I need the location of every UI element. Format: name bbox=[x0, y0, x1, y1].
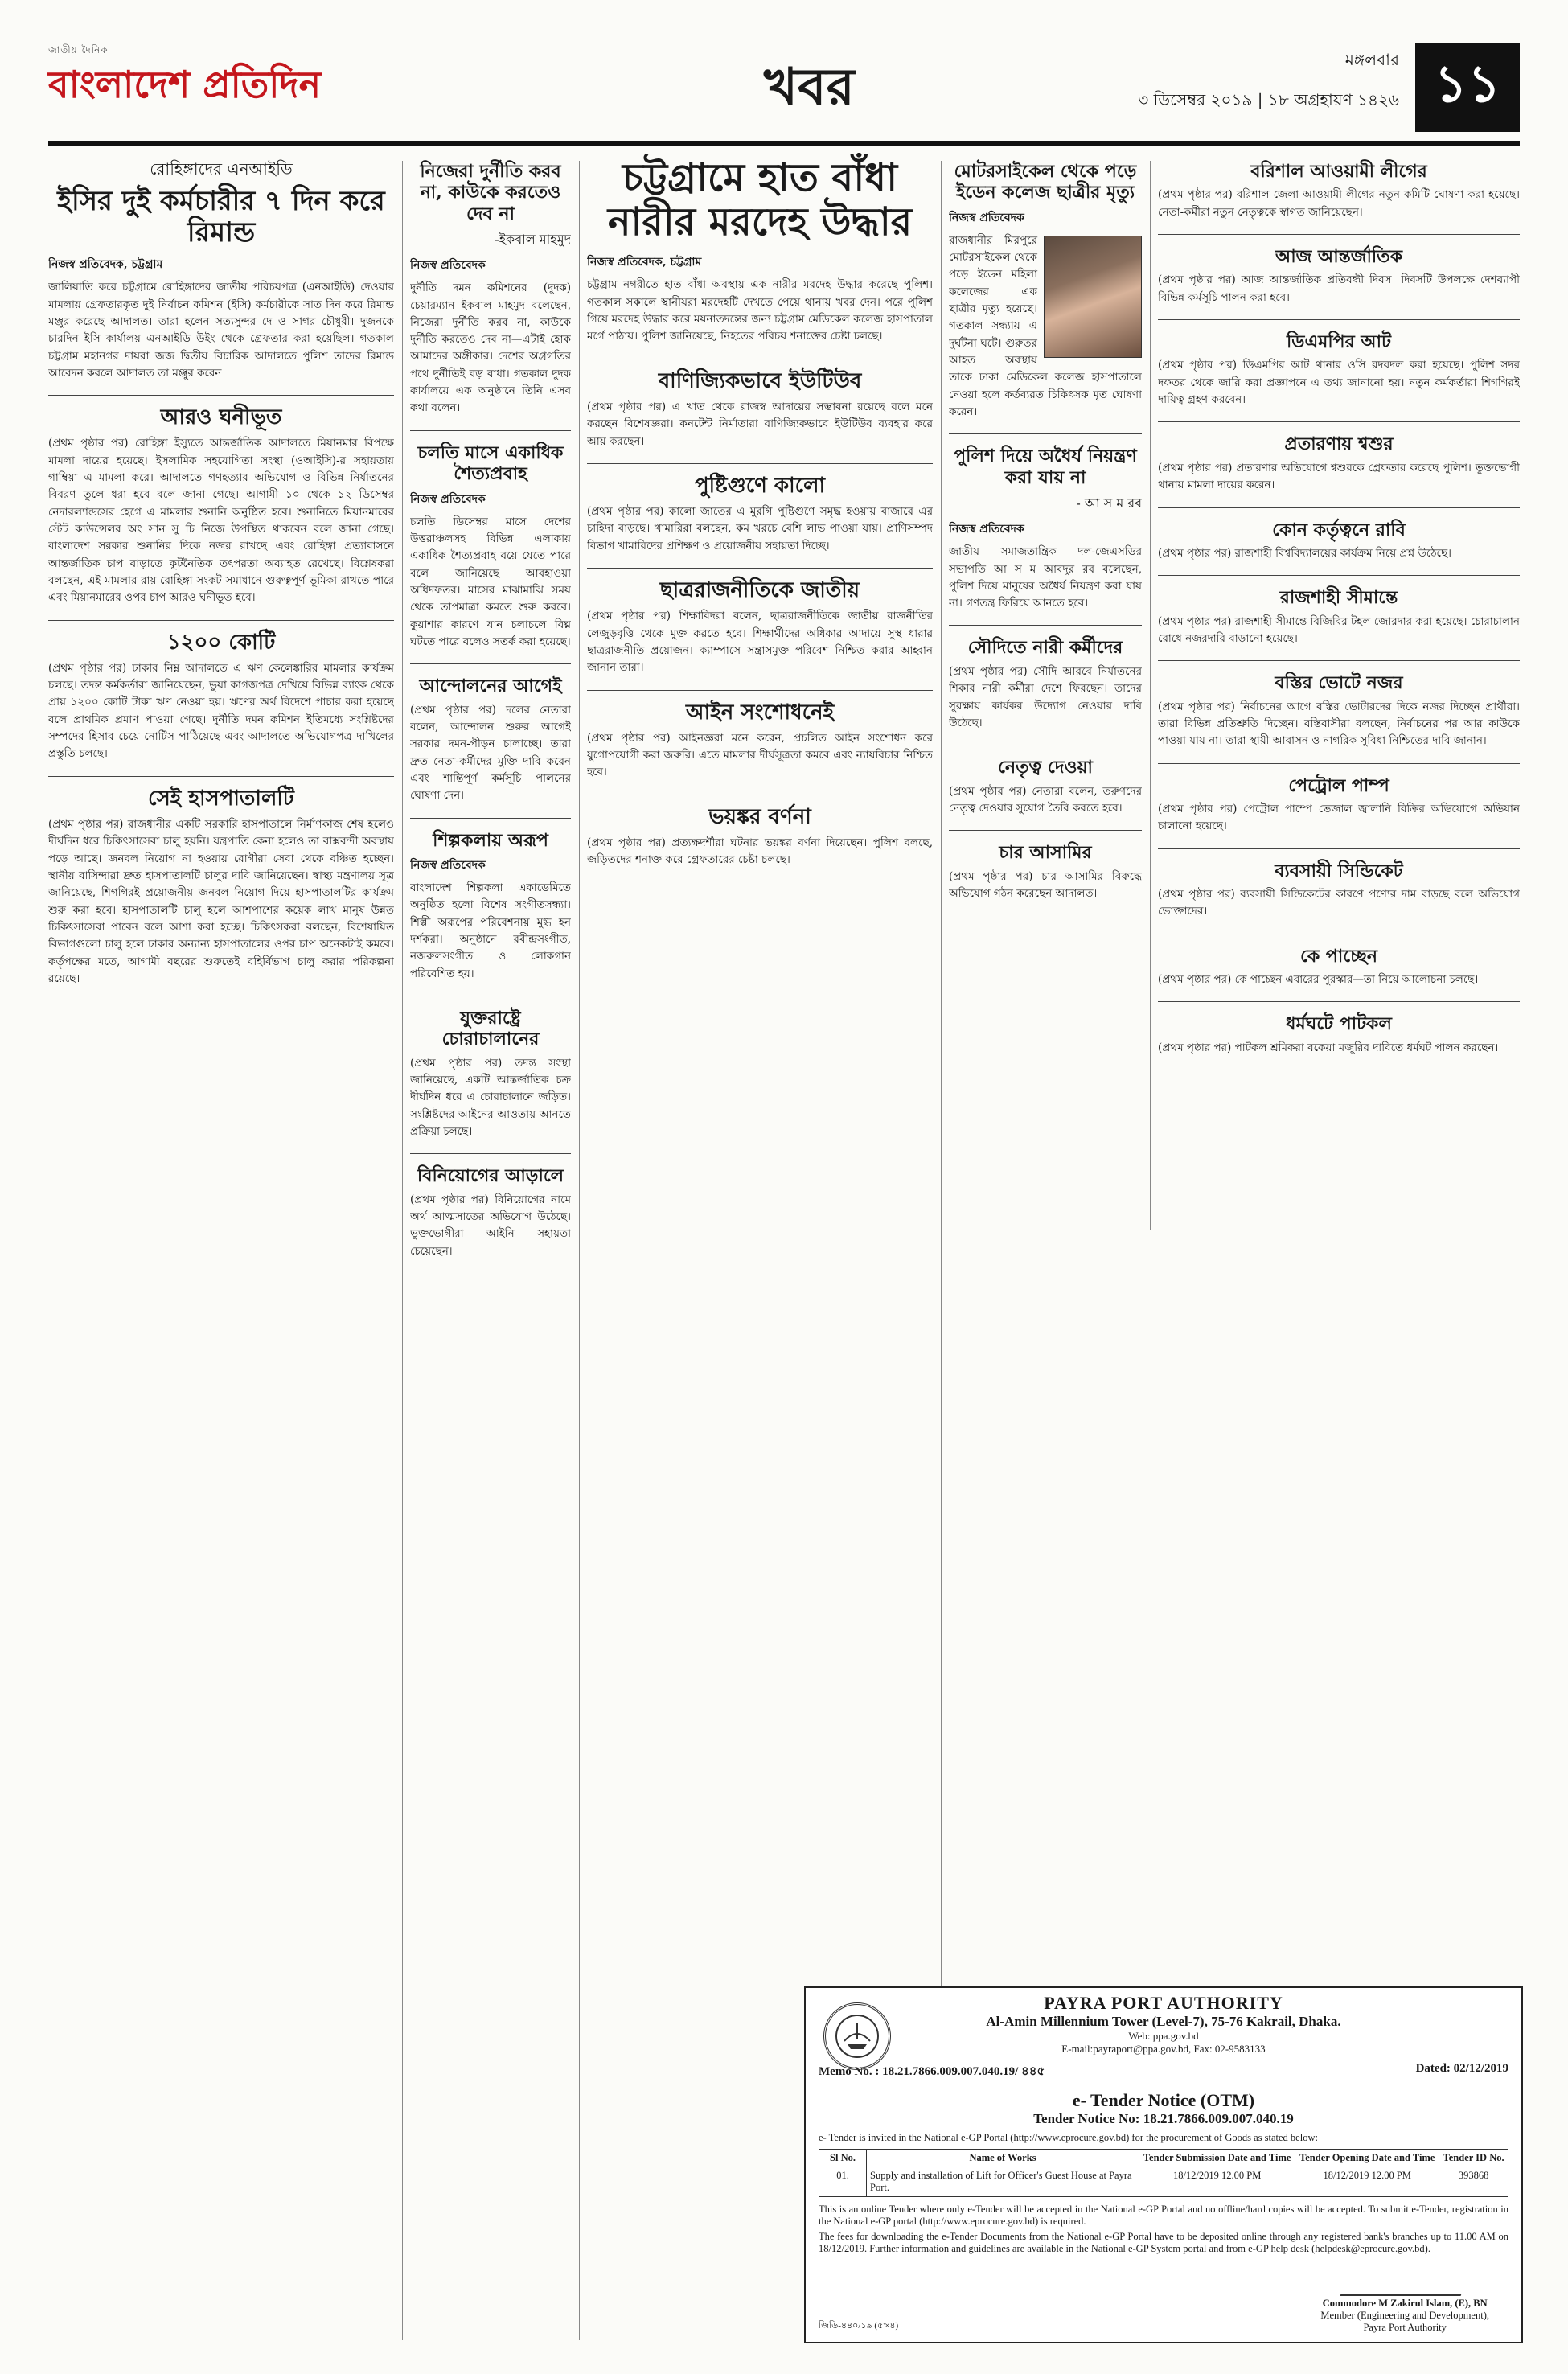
table-cell: 393868 bbox=[1439, 2167, 1508, 2197]
story-international-day[interactable] bbox=[1158, 234, 1520, 306]
story-byline: নিজস্ব প্রতিবেদক bbox=[410, 259, 486, 273]
story-byline: নিজস্ব প্রতিবেদক bbox=[949, 211, 1024, 224]
story-body: (প্রথম পৃষ্ঠার পর) তদন্ত সংস্থা জানিয়েছে, একটি আন্তর্জাতিক চক্র দীর্ঘদিন ধরে এ চোরাচালানে জড়িত। সংশ্লিষ্টদের আইনের আওতায় আনতে প্রক্রিয়া চলছে। bbox=[410, 1056, 571, 1139]
column-header: Tender Submission Date and Time bbox=[1139, 2150, 1295, 2167]
story-headline: আইন সংশোধনেই bbox=[685, 700, 835, 725]
story-syndicate[interactable] bbox=[1158, 848, 1520, 921]
story-byline: নিজস্ব প্রতিবেদক bbox=[949, 523, 1024, 536]
tender-note: The fees for downloading the e-Tender Documents from the National e-GP Portal have to be deposited online through any registered bank's branches up to 11.00 AM on 18/12/2019. Further information and guidelines are available in the National e-GP System portal and from e-GP help desk (helpdesk@eprocure.gov.bd). bbox=[819, 2231, 1508, 2254]
story-headline: সৌদিতে নারী কর্মীদের bbox=[967, 637, 1123, 659]
story-attribution: - আ স ম রব bbox=[1076, 495, 1142, 511]
tender-title: e- Tender Notice (OTM) bbox=[1072, 2090, 1255, 2110]
story-dmp-eight[interactable] bbox=[1158, 319, 1520, 409]
story-body: রাজধানীর মিরপুরে মোটরসাইকেল থেকে পড়ে ইডেন মহিলা কলেজের এক ছাত্রীর মৃত্যু হয়েছে। গতকাল সন্ধ্যায় এ দুর্ঘটনা ঘটে। গুরুতর আহত অবস্থায় তাকে ঢাকা মেডিকেল কলেজ হাসপাতালে নেওয়া হলে কর্তব্যরত চিকিৎসক মৃত ঘোষণা করেন। bbox=[949, 233, 1142, 419]
story-headline: ভয়ঙ্কর বর্ণনা bbox=[708, 804, 811, 829]
tender-note: This is an online Tender where only e-Tender will be accepted in the National e-GP Portal and no offline/hard copies will be accepted. To submit e-Tender, registration in the National e-GP portal (http://www.eprocure.gov.bd) is required. bbox=[819, 2204, 1508, 2227]
story-student-politics[interactable] bbox=[587, 568, 933, 677]
tender-memo: Memo No. : 18.21.7866.009.007.040.19/ ৪৪৫ bbox=[819, 2065, 1045, 2078]
story-headline: ছাত্ররাজনীতিকে জাতীয় bbox=[659, 578, 860, 603]
lead-headline: চট্টগ্রামে হাত বাঁধা নারীর মরদেহ উদ্ধার bbox=[607, 155, 913, 245]
story-attribution: -ইকবাল মাহমুদ bbox=[495, 232, 571, 248]
section-title: খবর bbox=[764, 57, 855, 117]
story-youtube[interactable] bbox=[587, 359, 933, 450]
story-body: (প্রথম পৃষ্ঠার পর) এ খাত থেকে রাজস্ব আদায়ের সম্ভাবনা রয়েছে বলে মনে করছেন বিশেষজ্ঞরা। কনটেন্ট নির্মাতারা বাণিজ্যিকভাবে ইউটিউব ব্যবহার করে আয় করছেন। bbox=[587, 400, 933, 448]
story-body: (প্রথম পৃষ্ঠার পর) চার আসামির বিরুদ্ধে অভিযোগ গঠন করেছেন আদালত। bbox=[949, 869, 1142, 900]
story-body: (প্রথম পৃষ্ঠার পর) দলের নেতারা বলেন, আন্দোলন শুরুর আগেই সরকার দমন-পীড়ন চালাচ্ছে। তারা দ্রুত নেতা-কর্মীদের মুক্তি দাবি করেন এবং শান্তিপূর্ণ কর্মসূচি পালনের ঘোষণা দেন। bbox=[410, 703, 571, 803]
story-who-gets[interactable] bbox=[1158, 934, 1520, 989]
story-body: (প্রথম পৃষ্ঠার পর) ব্যবসায়ী সিন্ডিকেটের কারণে পণ্যের দাম বাড়ছে বলে অভিযোগ ভোক্তাদের। bbox=[1158, 888, 1520, 918]
story-headline: আন্দোলনের আগেই bbox=[419, 676, 562, 697]
story-body: (প্রথম পৃষ্ঠার পর) কালো জাতের এ মুরগি পুষ্টিগুণে সমৃদ্ধ হওয়ায় বাজারে এর চাহিদা বাড়ছে। খামারিরা বলছেন, কম খরচে বেশি লাভ পাওয়া যায়। প্রাণিসম্পদ বিভাগ খামারিদের প্রশিক্ষণ ও প্রয়োজনীয় সহায়তা দিচ্ছে। bbox=[587, 505, 933, 552]
story-headline: সেই হাসপাতালটি bbox=[148, 786, 294, 811]
story-headline: ব্যবসায়ী সিন্ডিকেট bbox=[1275, 860, 1403, 881]
tender-email: E-mail:payraport@ppa.gov.bd, Fax: 02-9583133 bbox=[1061, 2043, 1266, 2055]
story-before-movement[interactable] bbox=[410, 663, 571, 804]
story-slum-votes[interactable] bbox=[1158, 660, 1520, 750]
story-headline: ডিএমপির আট bbox=[1286, 331, 1392, 353]
tender-memo-row bbox=[806, 2056, 1521, 2082]
student-photo bbox=[1044, 236, 1142, 358]
story-headline: মোটরসাইকেল থেকে পড়ে ইডেন কলেজ ছাত্রীর মৃত্যু bbox=[954, 161, 1137, 203]
masthead bbox=[48, 32, 1520, 153]
story-body: চট্টগ্রাম নগরীতে হাত বাঁধা অবস্থায় এক নারীর মরদেহ উদ্ধার করেছে পুলিশ। গতকাল সকালে স্থানীয়রা মরদেহটি দেখতে পেয়ে থানায় খবর দেন। পরে পুলিশ গিয়ে মরদেহ উদ্ধার করে ময়নাতদন্তের জন্য চট্টগ্রাম মেডিকেল কলেজ হাসপাতাল মর্গে পাঠায়। পুলিশ জানিয়েছে, নিহতের পরিচয় শনাক্তের চেষ্টা চলছে। bbox=[587, 278, 933, 343]
column-2 bbox=[410, 153, 571, 2340]
signer-org: Payra Port Authority bbox=[1363, 2322, 1447, 2333]
story-headline: চলতি মাসে একাধিক শৈত্যপ্রবাহ bbox=[417, 442, 564, 485]
tender-table bbox=[819, 2149, 1508, 2197]
column-header: Name of Works bbox=[867, 2150, 1139, 2167]
story-headline: রাজশাহী সীমান্তে bbox=[1279, 587, 1398, 609]
story-cold-wave[interactable] bbox=[410, 430, 571, 651]
story-body: (প্রথম পৃষ্ঠার পর) আইনজ্ঞরা মনে করেন, প্রচলিত আইন সংশোধন করে যুগোপযোগী করা জরুরি। এতে মামলার দীর্ঘসূত্রতা কমবে এবং ন্যায়বিচার নিশ্চিত হবে। bbox=[587, 731, 933, 779]
story-headline: কে পাচ্ছেন bbox=[1299, 945, 1378, 967]
tender-intro: e- Tender is invited in the National e-GP Portal (http://www.eprocure.gov.bd) for the procurement of Goods as stated below: bbox=[819, 2132, 1318, 2143]
story-headline: পেট্রোল পাম্প bbox=[1288, 774, 1389, 796]
story-barishal-al[interactable] bbox=[1158, 161, 1520, 221]
story-headline: যুক্তরাষ্ট্রে চোরাচালানের bbox=[441, 1007, 540, 1050]
column-header: Tender ID No. bbox=[1439, 2150, 1508, 2167]
masthead-rule bbox=[48, 141, 1520, 146]
story-byline: নিজস্ব প্রতিবেদক bbox=[410, 858, 486, 872]
story-1200-crore[interactable] bbox=[48, 620, 394, 763]
tender-header bbox=[806, 1988, 1521, 2056]
tender-ref: জিডি-৪৪০/১৯ (৫'×৪) bbox=[819, 2321, 899, 2331]
story-headline: চার আসামির bbox=[999, 842, 1092, 864]
column-5 bbox=[1158, 153, 1520, 1222]
story-petrol-pump[interactable] bbox=[1158, 763, 1520, 836]
signer-name: Commodore M Zakirul Islam, (E), BN bbox=[1322, 2298, 1488, 2309]
column-divider bbox=[579, 161, 580, 2340]
story-rabi[interactable] bbox=[1158, 507, 1520, 563]
story-headline: ১২০০ কোটি bbox=[166, 630, 276, 655]
story-body: (প্রথম পৃষ্ঠার পর) ঢাকার নিম্ন আদালতে এ ঋণ কেলেঙ্কারির মামলার কার্যক্রম চলছে। তদন্ত কর্মকর্তারা জানিয়েছেন, ভুয়া কাগজপত্র দেখিয়ে বিভিন্ন ব্যাংক থেকে প্রায় ১২০০ কোটি টাকা ঋণ নেওয়া হয়। ঋণের অর্থ বিদেশে পাচার করা হয়েছে বলে প্রাথমিক প্রমাণ পাওয়া গেছে। দুর্নীতি দমন কমিশন ইতিমধ্যে সংশ্লিষ্টদের সম্পদের হিসাব চেয়ে নোটিস পাঠিয়েছে এবং আদালতে অভিযোগপত্র দাখিলের প্রস্তুতি চলছে। bbox=[48, 661, 394, 761]
story-four-accused[interactable] bbox=[949, 830, 1142, 902]
story-horrific-account[interactable] bbox=[587, 795, 933, 869]
tender-web: Web: ppa.gov.bd bbox=[1128, 2030, 1199, 2042]
column-divider bbox=[1150, 161, 1151, 1230]
story-body: (প্রথম পৃষ্ঠার পর) পেট্রোল পাম্পে ভেজাল জ্বালানি বিক্রির অভিযোগে অভিযান চালানো হয়েছে। bbox=[1158, 803, 1520, 833]
story-saudi-workers[interactable] bbox=[949, 625, 1142, 732]
story-body: (প্রথম পৃষ্ঠার পর) বরিশাল জেলা আওয়ামী লীগের নতুন কমিটি ঘোষণা করা হয়েছে। নেতা-কর্মীরা নতুন নেতৃত্বকে স্বাগত জানিয়েছেন। bbox=[1158, 188, 1520, 219]
logo-name: বাংলাদেশ প্রতিদিন bbox=[48, 63, 322, 106]
story-body: (প্রথম পৃষ্ঠার পর) রোহিঙ্গা ইস্যুতে আন্তর্জাতিক আদালতে মিয়ানমার বিপক্ষে মামলা দায়ের হয়েছে। ইসলামিক সহযোগিতা সংস্থা (ওআইসি)-র সহায়তায় গাম্বিয়া এ মামলা করে। আদালতে গণহত্যার অভিযোগ ও বিভিন্ন নির্যাতনের বিবরণ তুলে ধরা হবে বলে জানা গেছে। আগামী ১০ থেকে ১২ ডিসেম্বর নেদারল্যান্ডসের হেগে এ মামলার শুনানি অনুষ্ঠিত হবে। শুনানিতে মিয়ানমারের স্টেট কাউন্সেলর অং সান সু চি নিজে উপস্থিত থাকবেন বলে জানা গেছে। বাংলাদেশ সরকার শুনানির দিকে নজর রাখছে এবং রোহিঙ্গা প্রত্যাবাসনে আন্তর্জাতিক চাপ বাড়াতে কূটনৈতিক তৎপরতা অব্যাহত রেখেছে। বিশ্লেষকরা বলছেন, এই মামলার রায় রোহিঙ্গা সংকট সমাধানে গুরুত্বপূর্ণ ভূমিকা রাখতে পারে এবং মিয়ানমারের ওপর চাপ আরও ঘনীভূত হবে। bbox=[48, 437, 394, 605]
signer-title: Member (Engineering and Development), bbox=[1320, 2310, 1489, 2321]
story-byline: নিজস্ব প্রতিবেদক, চট্টগ্রাম bbox=[48, 258, 163, 272]
column-4 bbox=[949, 153, 1142, 1222]
story-headline: বস্তির ভোটে নজর bbox=[1275, 672, 1403, 694]
story-law-amendment[interactable] bbox=[587, 690, 933, 782]
story-body: (প্রথম পৃষ্ঠার পর) বিনিয়োগের নামে অর্থ আত্মসাতের অভিযোগ উঠেছে। ভুক্তভোগীরা আইনি সহায়তা চেয়েছেন। bbox=[410, 1193, 571, 1258]
story-body: (প্রথম পৃষ্ঠার পর) শিক্ষাবিদরা বলেন, ছাত্ররাজনীতিকে জাতীয় রাজনীতির লেজুড়বৃত্তি থেকে মুক্ত করতে হবে। শিক্ষার্থীদের অধিকার আদায়ে সুস্থ ধারার ছাত্ররাজনীতি প্রয়োজন। ক্যাম্পাসে সন্ত্রাসমুক্ত পরিবেশ নিশ্চিত করার আহ্বান জানান তারা। bbox=[587, 610, 933, 675]
story-acc-chairman[interactable] bbox=[410, 161, 571, 417]
table-cell: 18/12/2019 12.00 PM bbox=[1295, 2167, 1439, 2197]
story-asm-rob[interactable] bbox=[949, 433, 1142, 612]
story-body: জালিয়াতি করে চট্টগ্রামে রোহিঙ্গাদের জাতীয় পরিচয়পত্র (এনআইডি) দেওয়ার মামলায় গ্রেফতারকৃত দুই নির্বাচন কমিশন (ইসি) কর্মচারীকে সাত দিন করে রিমান্ড মঞ্জুর করেছে আদালত। তারা হলেন সত্যসুন্দর দে ও সাগর চৌধুরী। দুজনকে চারদিন ইসি কার্যালয় এনআইডি উইং থেকে গ্রেফতার করা হয়েছিল। গতকাল চট্টগ্রাম মহানগর দায়রা জজ দ্বিতীয় বিচারিক আদালতে পুলিশ তাদের রিমান্ড আবেদন করলে আদালত তা মঞ্জুর করেন। bbox=[48, 281, 394, 380]
story-headline: বাণিজ্যিকভাবে ইউটিউব bbox=[658, 368, 862, 393]
story-body: (প্রথম পৃষ্ঠার পর) রাজশাহী বিশ্ববিদ্যালয়ের কার্যক্রম নিয়ে প্রশ্ন উঠেছে। bbox=[1158, 546, 1451, 560]
story-headline: কোন কর্তৃত্বনে রাবি bbox=[1272, 519, 1406, 540]
story-body: দুর্নীতি দমন কমিশনের (দুদক) চেয়ারম্যান ইকবাল মাহমুদ বলেছেন, নিজেরা দুর্নীতি করব না, কাউকে দুর্নীতি করতেও দেব না—এটাই হোক আমাদের অঙ্গীকার। দেশের অগ্রগতির পথে দুর্নীতিই বড় বাধা। গতকাল দুদক কার্যালয়ে এক অনুষ্ঠানে তিনি এসব কথা বলেন। bbox=[410, 281, 571, 415]
signature-mark bbox=[1340, 2272, 1470, 2296]
story-byline: নিজস্ব প্রতিবেদক bbox=[410, 492, 486, 506]
story-more-intense[interactable] bbox=[48, 395, 394, 606]
port-seal-icon bbox=[823, 2002, 891, 2070]
story-headline: বিনিয়োগের আড়ালে bbox=[417, 1165, 564, 1187]
story-body: (প্রথম পৃষ্ঠার পর) নির্বাচনের আগে বস্তির ভোটারদের দিকে নজর দিচ্ছেন প্রার্থীরা। তারা বিভিন্ন প্রতিশ্রুতি দিচ্ছেন। বস্তিবাসীরা বলছেন, নির্বাচনের পর আর কাউকে পাওয়া যায় না। তারা স্থায়ী আবাসন ও নাগরিক সুবিধা নিশ্চিতের দাবি জানান। bbox=[1158, 700, 1520, 748]
page-number: ১১ bbox=[1415, 43, 1520, 132]
story-headline: বরিশাল আওয়ামী লীগের bbox=[1250, 161, 1427, 182]
story-rajshahi-border[interactable] bbox=[1158, 575, 1520, 647]
tender-date: Dated: 02/12/2019 bbox=[1415, 2062, 1508, 2075]
story-body: (প্রথম পৃষ্ঠার পর) নেতারা বলেন, তরুণদের নেতৃত্ব দেওয়ার সুযোগ তৈরি করতে হবে। bbox=[949, 784, 1142, 815]
story-rohingya-nid[interactable] bbox=[48, 158, 394, 382]
story-body: (প্রথম পৃষ্ঠার পর) রাজশাহী সীমান্তে বিজিবির টহল জোরদার করা হয়েছে। চোরাচালান রোধে নজরদারি বাড়ানো হয়েছে। bbox=[1158, 614, 1520, 645]
story-headline: পুষ্টিগুণে কালো bbox=[694, 473, 826, 498]
story-headline: ইসির দুই কর্মচারীর ৭ দিন করে রিমান্ড bbox=[57, 185, 385, 249]
column-divider bbox=[402, 161, 403, 2340]
story-investment[interactable] bbox=[410, 1153, 571, 1260]
story-leadership[interactable] bbox=[949, 745, 1142, 817]
story-headline: শিল্পকলায় অরূপ bbox=[433, 829, 548, 851]
story-headline: পুলিশ দিয়ে অধৈর্য নিয়ন্ত্রণ করা যায় না bbox=[954, 446, 1137, 488]
story-shilpakala[interactable] bbox=[410, 818, 571, 983]
tender-address: Al-Amin Millennium Tower (Level-7), 75-76 Kakrail, Dhaka. bbox=[986, 2014, 1341, 2029]
story-body: বাংলাদেশ শিল্পকলা একাডেমিতে অনুষ্ঠিত হলো বিশেষ সংগীতসন্ধ্যা। শিল্পী অরূপের পরিবেশনায় মুগ্ধ হন দর্শকরা। অনুষ্ঠানে রবীন্দ্রসংগীত, নজরুলসংগীত ও লোকগান পরিবেশিত হয়। bbox=[410, 881, 571, 980]
story-headline: ধর্মঘটে পাটকল bbox=[1286, 1013, 1392, 1035]
story-body: (প্রথম পৃষ্ঠার পর) প্রত্যক্ষদর্শীরা ঘটনার ভয়ঙ্কর বর্ণনা দিয়েছেন। পুলিশ বলছে, জড়িতদের শনাক্ত করে গ্রেফতারের চেষ্টা চলছে। bbox=[587, 836, 933, 867]
story-chattogram-body[interactable] bbox=[587, 156, 933, 346]
story-body: (প্রথম পৃষ্ঠার পর) আজ আন্তর্জাতিক প্রতিবন্ধী দিবস। দিবসটি উপলক্ষে দেশব্যাপী বিভিন্ন কর্মসূচি পালন করা হবে। bbox=[1158, 273, 1520, 304]
story-black-chicken[interactable] bbox=[587, 463, 933, 555]
tender-notice-no: Tender Notice No: 18.21.7866.009.007.040.19 bbox=[1033, 2111, 1294, 2126]
story-hospital[interactable] bbox=[48, 776, 394, 988]
story-headline: নিজেরা দুর্নীতি করব না, কাউকে করতেও দেব না bbox=[420, 161, 561, 224]
column-header: Tender Opening Date and Time bbox=[1295, 2150, 1439, 2167]
tender-notice-ad[interactable] bbox=[804, 1986, 1523, 2343]
story-body: (প্রথম পৃষ্ঠার পর) সৌদি আরবে নির্যাতনের শিকার নারী কর্মীরা দেশে ফিরছেন। তাদের সুরক্ষায় কার্যকর উদ্যোগ নেওয়ার দাবি উঠেছে। bbox=[949, 664, 1142, 729]
story-body: (প্রথম পৃষ্ঠার পর) কে পাচ্ছেন এবারের পুরস্কার—তা নিয়ে আলোচনা চলছে। bbox=[1158, 973, 1479, 987]
story-body: (প্রথম পৃষ্ঠার পর) ডিএমপির আট থানার ওসি রদবদল করা হয়েছে। পুলিশ সদর দফতর থেকে জারি করা প্রজ্ঞাপনে এ তথ্য জানানো হয়। নতুন কর্মকর্তারা শিগগিরই দায়িত্ব গ্রহণ করবেন। bbox=[1158, 359, 1520, 407]
table-row bbox=[819, 2167, 1508, 2197]
story-byline: নিজস্ব প্রতিবেদক, চট্টগ্রাম bbox=[587, 256, 702, 269]
newspaper-logo[interactable] bbox=[48, 43, 322, 132]
story-body: জাতীয় সমাজতান্ত্রিক দল-জেএসডির সভাপতি আ স ম আবদুর রব বলেছেন, পুলিশ দিয়ে মানুষের অধৈর্য নিয়ন্ত্রণ করা যায় না। গণতন্ত্র ফিরিয়ে আনতে হবে। bbox=[949, 545, 1142, 610]
issue-day: মঙ্গলবার bbox=[1344, 50, 1399, 69]
column-1 bbox=[48, 153, 394, 2340]
tender-signature bbox=[1320, 2272, 1489, 2334]
story-headline: প্রতারণায় শ্বশুর bbox=[1284, 433, 1394, 455]
table-cell: 18/12/2019 12.00 PM bbox=[1139, 2167, 1295, 2197]
issue-date: ৩ ডিসেম্বর ২০১৯ | ১৮ অগ্রহায়ণ ১৪২৬ bbox=[1138, 90, 1399, 109]
story-headline: আরও ঘনীভূত bbox=[160, 405, 282, 430]
story-us-smuggling[interactable] bbox=[410, 996, 571, 1140]
story-fraud-father-in-law[interactable] bbox=[1158, 421, 1520, 494]
story-body: (প্রথম পৃষ্ঠার পর) রাজধানীর একটি সরকারি হাসপাতালে নির্মাণকাজ শেষ হলেও দীর্ঘদিন ধরে চিকিৎসাসেবা চালু হয়নি। যন্ত্রপাতি কেনা হলেও তা বাক্সবন্দী অবস্থায় পড়ে আছে। জনবল নিয়োগ না হওয়ায় রোগীরা সেবা থেকে বঞ্চিত হচ্ছেন। স্থানীয় বাসিন্দারা দ্রুত হাসপাতালটি চালুর দাবি জানিয়েছেন। স্বাস্থ্য মন্ত্রণালয় সূত্র জানিয়েছে, শিগগিরই প্রয়োজনীয় জনবল নিয়োগ দিয়ে হাসপাতালটির কার্যক্রম শুরু করা হবে। হাসপাতালটি চালু হলে আশপাশের কয়েক লাখ মানুষ উন্নত চিকিৎসাসেবা পাবেন বলে আশা করা হচ্ছে। চিকিৎসকরা বলছেন, বিশেষায়িত বিভাগগুলো চালু হলে ঢাকার অন্যান্য হাসপাতালের ওপর চাপ অনেকটাই কমবে। কর্তৃপক্ষের মতে, আগামী বছরের শুরুতেই বহির্বিভাগ চালু করার পরিকল্পনা রয়েছে। bbox=[48, 817, 394, 985]
story-headline: নেতৃত্ব দেওয়া bbox=[998, 757, 1093, 778]
table-cell: 01. bbox=[819, 2167, 867, 2197]
story-body: (প্রথম পৃষ্ঠার পর) প্রতারণার অভিযোগে শ্বশুরকে গ্রেফতার করেছে পুলিশ। ভুক্তভোগী থানায় মামলা দায়ের করেন। bbox=[1158, 461, 1520, 492]
tender-org: PAYRA PORT AUTHORITY bbox=[1044, 1993, 1283, 2013]
story-kicker: রোহিঙ্গাদের এনআইডি bbox=[150, 159, 293, 179]
table-cell: Supply and installation of Lift for Officer's Guest House at Payra Port. bbox=[867, 2167, 1139, 2197]
story-body: চলতি ডিসেম্বর মাসে দেশের উত্তরাঞ্চলসহ বিভিন্ন এলাকায় একাধিক শৈত্যপ্রবাহ বয়ে যেতে পারে বলে জানিয়েছে আবহাওয়া অধিদফতর। মাসের মাঝামাঝি সময় থেকে তাপমাত্রা কমতে শুরু করবে। কুয়াশার কারণে যান চলাচলে বিঘ্ন ঘটতে পারে বলেও সতর্ক করা হয়েছে। bbox=[410, 515, 571, 648]
story-body: (প্রথম পৃষ্ঠার পর) পাটকল শ্রমিকরা বকেয়া মজুরির দাবিতে ধর্মঘট পালন করছেন। bbox=[1158, 1041, 1499, 1054]
story-eden-student[interactable] bbox=[949, 161, 1142, 421]
story-jute-strike[interactable] bbox=[1158, 1001, 1520, 1057]
story-headline: আজ আন্তর্জাতিক bbox=[1275, 246, 1403, 268]
column-header: Sl No. bbox=[819, 2150, 867, 2167]
logo-tagline: জাতীয় দৈনিক bbox=[48, 44, 109, 55]
tender-table-header bbox=[819, 2150, 1508, 2167]
